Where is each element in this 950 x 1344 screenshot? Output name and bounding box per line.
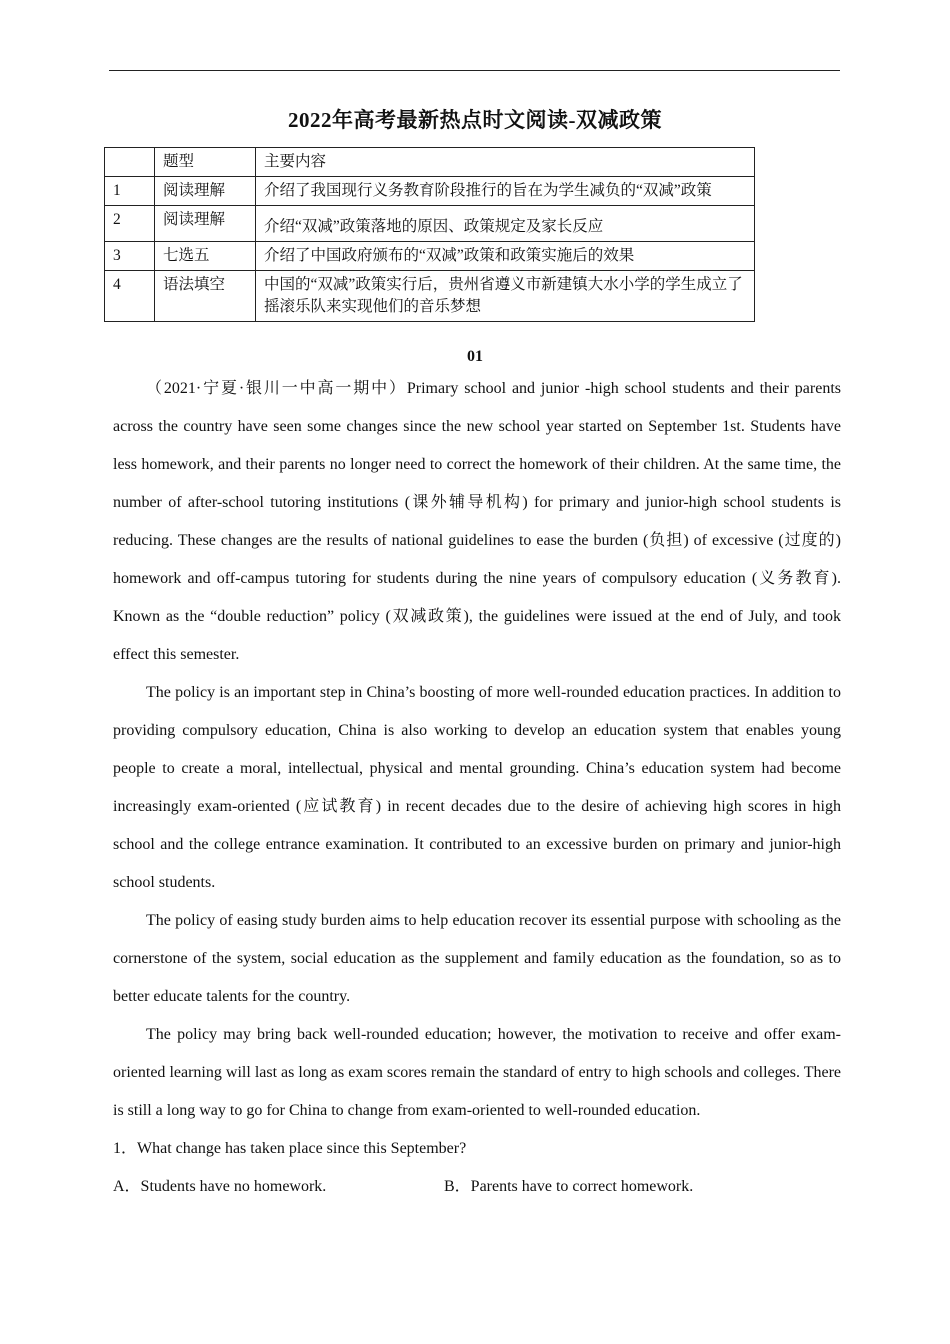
table-row (105, 242, 755, 271)
header-rule (109, 70, 840, 71)
document-title: 2022年高考最新热点时文阅读-双减政策 (288, 108, 662, 132)
section-number: 01 (467, 348, 483, 365)
question-type: 七选五 (155, 242, 256, 271)
question-type: 阅读理解 (155, 206, 256, 242)
option-b: B．Parents have to correct homework. (444, 1178, 694, 1195)
main-content: 中国的“双减”政策实行后，贵州省遵义市新建镇大水小学的学生成立了摇滚乐队来实现他们的音乐梦想 (256, 271, 755, 322)
table-header-row (105, 148, 755, 177)
summary-table (104, 147, 755, 322)
row-number: 1 (105, 177, 155, 206)
question-text: 1．What change has taken place since this September? (113, 1140, 467, 1157)
reading-passage (113, 370, 841, 1206)
passage-paragraph: The policy of easing study burden aims to help education recover its essential purpose with schooling as the cornerstone of the system, social education as the supplement and family education as the foundation, so as to better educate talents for the country. (113, 912, 841, 1005)
table-row (105, 206, 755, 242)
option-a: A．Students have no homework. (113, 1178, 327, 1195)
table-header-cell (105, 148, 155, 177)
main-content: 介绍“双减”政策落地的原因、政策规定及家长反应 (256, 206, 755, 242)
passage-paragraph: The policy may bring back well-rounded education; however, the motivation to receive and offer exam-oriented learning will last as long as exam scores remain the standard of entry to high schools and colleges. There is still a long way to go for China to change from exam-oriented to well-rounded education. (113, 1026, 841, 1119)
table-row (105, 177, 755, 206)
table-row (105, 271, 755, 322)
row-number: 3 (105, 242, 155, 271)
row-number: 2 (105, 206, 155, 242)
question-type: 语法填空 (155, 271, 256, 322)
main-content: 介绍了我国现行义务教育阶段推行的旨在为学生减负的“双减”政策 (256, 177, 755, 206)
main-content: 介绍了中国政府颁布的“双减”政策和政策实施后的效果 (256, 242, 755, 271)
table-header-cell: 主要内容 (256, 148, 755, 177)
passage-paragraph: （2021·宁夏·银川一中高一期中）Primary school and junior -high school students and their parents across the country have seen some changes since the new school year started on September 1st. Students have less homework, and their parents no longer need to correct the homework of their children. At the same time, the number of after-school tutoring institutions (课外辅导机构) for primary and junior-high school students is reducing. These changes are the results of national guidelines to ease the burden (负担) of excessive (过度的) homework and off-campus tutoring for students during the nine years of compulsory education (义务教育). Known as the “double reduction” policy (双减政策), the guidelines were issued at the end of July, and took effect this semester. (113, 380, 841, 663)
row-number: 4 (105, 271, 155, 322)
question-type: 阅读理解 (155, 177, 256, 206)
passage-paragraph: The policy is an important step in China’s boosting of more well-rounded education practices. In addition to providing compulsory education, China is also working to develop an education system that enables young people to create a moral, intellectual, physical and mental grounding. China’s education system had become increasingly exam-oriented (应试教育) in recent decades due to the desire of achieving high scores in high school and the college entrance examination. It contributed to an excessive burden on primary and junior-high school students. (113, 684, 841, 891)
answer-options (113, 1168, 841, 1206)
table-header-cell: 题型 (155, 148, 256, 177)
